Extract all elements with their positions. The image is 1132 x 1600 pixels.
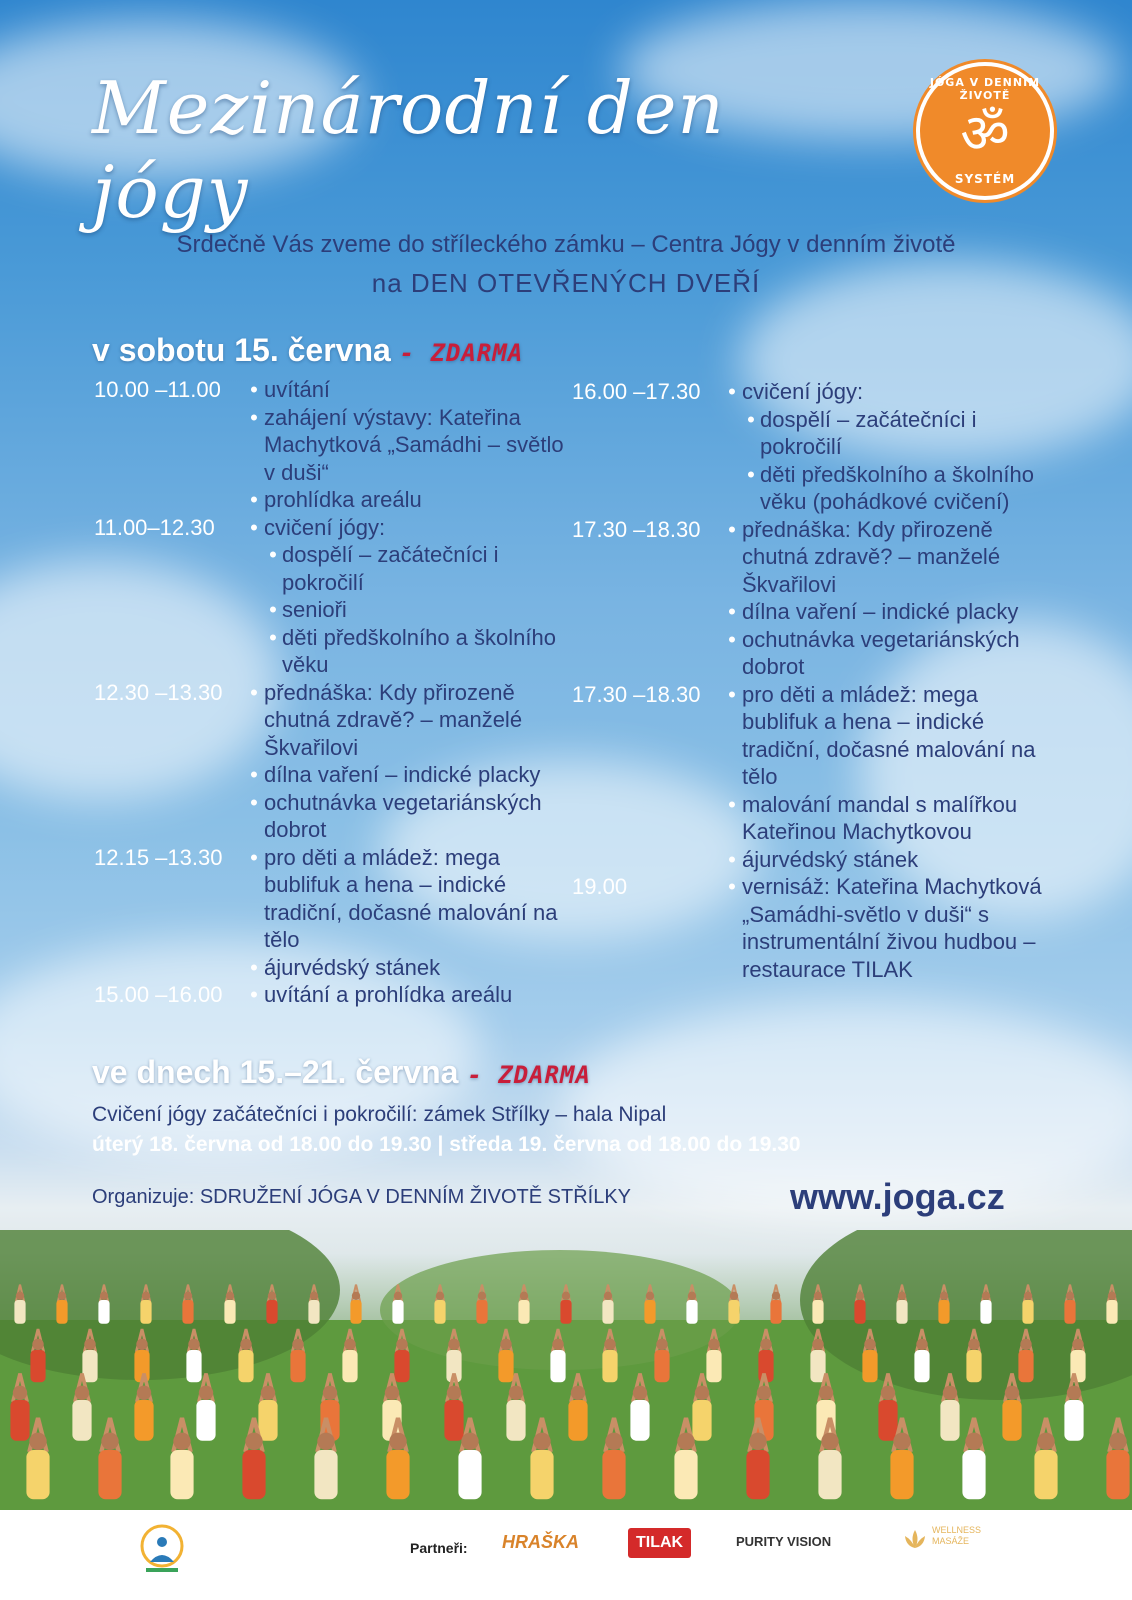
- yoga-figure: [654, 1350, 669, 1382]
- schedule-subrow: [572, 406, 1042, 461]
- yoga-figure-head: [188, 1339, 199, 1350]
- yoga-figure: [444, 1400, 463, 1441]
- sub-activity-text: senioři: [282, 597, 347, 622]
- yoga-figure: [1106, 1300, 1117, 1324]
- bullet-icon: •: [250, 679, 258, 705]
- week-heading: [92, 1054, 591, 1091]
- yoga-figure-head: [84, 1339, 95, 1350]
- yoga-figure: [962, 1450, 985, 1499]
- page-title: Mezinárodní den jógy: [92, 66, 725, 234]
- time-slot: [94, 954, 244, 982]
- yoga-figure-head: [552, 1339, 563, 1350]
- partner-purity-vision: PURITY VISION: [736, 1534, 832, 1549]
- time-slot: [94, 486, 244, 514]
- schedule-subrow: [94, 541, 574, 596]
- yoga-figure-head: [604, 1292, 612, 1300]
- bullet-icon: •: [250, 954, 258, 980]
- yoga-figure-head: [310, 1292, 318, 1300]
- yoga-figure: [134, 1400, 153, 1441]
- yoga-figure-head: [436, 1292, 444, 1300]
- invitation: [0, 226, 1132, 302]
- bullet-spacer: [244, 624, 264, 679]
- yoga-figure-head: [396, 1339, 407, 1350]
- yoga-figure: [896, 1300, 907, 1324]
- yoga-figure-head: [137, 1386, 151, 1400]
- yoga-figure-head: [323, 1386, 337, 1400]
- schedule-row: [572, 516, 1042, 599]
- yoga-figure-head: [708, 1339, 719, 1350]
- yoga-figure-head: [562, 1292, 570, 1300]
- free-note: - ZDARMA: [399, 339, 524, 367]
- saturday-heading: [92, 332, 523, 369]
- bullet-icon: •: [269, 624, 277, 650]
- schedule-row: [94, 486, 574, 514]
- sub-activity-text: dospělí – začátečníci i pokročilí: [760, 406, 977, 459]
- yoga-figure-head: [646, 1292, 654, 1300]
- bullet-icon: •: [269, 542, 277, 567]
- yoga-figure-head: [1005, 1386, 1019, 1400]
- yoga-figure-head: [730, 1292, 738, 1300]
- yoga-figure: [914, 1350, 929, 1382]
- yoga-figure: [14, 1300, 25, 1324]
- activity-text: přednáška: Kdy přirozeně chutná zdravě? – manželé Škvařilovi: [742, 516, 1001, 597]
- yoga-figure: [314, 1450, 337, 1499]
- activity-text: vernisáž: Kateřina Machytková „Samádhi-světlo v duši“ s instrumentální živou hudbou – restaurace TILAK: [742, 874, 1042, 982]
- activity-text: uvítání: [264, 377, 331, 402]
- bullet-icon: •: [250, 762, 258, 787]
- yoga-figure-head: [940, 1292, 948, 1300]
- bullet-icon: •: [250, 404, 258, 430]
- yoga-figure: [394, 1350, 409, 1382]
- yoga-figure: [966, 1350, 981, 1382]
- yoga-crowd-photo: [0, 1230, 1132, 1510]
- yoga-figure: [10, 1400, 29, 1441]
- yoga-figure: [434, 1300, 445, 1324]
- yoga-figure-head: [819, 1386, 833, 1400]
- yoga-figure: [692, 1400, 711, 1441]
- yoga-figure: [72, 1400, 91, 1441]
- bullet-icon: •: [728, 516, 736, 542]
- yoga-figure: [290, 1350, 305, 1382]
- yoga-figure: [182, 1300, 193, 1324]
- yoga-figure-head: [812, 1339, 823, 1350]
- yoga-figure-head: [478, 1292, 486, 1300]
- yoga-figure-head: [142, 1292, 150, 1300]
- yoga-figure-head: [772, 1292, 780, 1300]
- sub-activity: [264, 541, 574, 596]
- yoga-figure-head: [968, 1339, 979, 1350]
- time-spacer: [94, 596, 244, 624]
- yoga-figure: [602, 1450, 625, 1499]
- yoga-figure-head: [1020, 1339, 1031, 1350]
- partner-tilak: TILAK: [628, 1528, 691, 1558]
- time-spacer: [572, 461, 722, 516]
- yoga-figure-head: [240, 1339, 251, 1350]
- yoga-figure: [458, 1450, 481, 1499]
- schedule-row: [94, 376, 574, 404]
- yoga-figure: [1064, 1300, 1075, 1324]
- yoga-figure: [258, 1400, 277, 1441]
- sub-activity: [264, 624, 574, 679]
- yoga-figure-head: [916, 1339, 927, 1350]
- yoga-figure: [728, 1300, 739, 1324]
- week-details: [92, 1100, 801, 1160]
- saturday-heading-text: v sobotu 15. června: [92, 332, 391, 368]
- yoga-figure-head: [447, 1386, 461, 1400]
- bullet-icon: •: [747, 406, 755, 432]
- bullet-icon: •: [728, 599, 736, 624]
- yoga-figure-head: [352, 1292, 360, 1300]
- yoga-figure-head: [292, 1339, 303, 1350]
- bullet-icon: •: [728, 626, 736, 652]
- yoga-figure: [186, 1350, 201, 1382]
- yoga-figure: [498, 1350, 513, 1382]
- yoga-figure-head: [100, 1292, 108, 1300]
- bullet-spacer: [722, 461, 742, 516]
- activity-text: ochutnávka vegetariánských dobrot: [742, 626, 1020, 679]
- time-spacer: [94, 624, 244, 679]
- yoga-figure-head: [1024, 1292, 1032, 1300]
- schedule-row: [572, 626, 1042, 681]
- time-slot: [94, 404, 244, 487]
- time-slot: [572, 598, 722, 626]
- lotus-icon: [900, 1524, 930, 1554]
- activity-text: přednáška: Kdy přirozeně chutná zdravě? – manželé Škvařilovi: [264, 679, 523, 760]
- yoga-figure-head: [245, 1433, 262, 1450]
- yoga-figure-head: [1067, 1386, 1081, 1400]
- sub-activity-text: dospělí – začátečníci i pokročilí: [282, 542, 499, 595]
- activity-text: ájurvédský stánek: [264, 954, 441, 980]
- yoga-figure-head: [1037, 1433, 1054, 1450]
- yoga-figure-head: [58, 1292, 66, 1300]
- activity-text: ochutnávka vegetariánských dobrot: [264, 789, 542, 842]
- bullet-icon: •: [250, 789, 258, 815]
- yoga-figure: [890, 1450, 913, 1499]
- activity-text: zahájení výstavy: Kateřina Machytková „Samádhi – světlo v duši“: [264, 404, 564, 485]
- bullet-icon: •: [728, 874, 736, 899]
- week-line-2: úterý 18. června od 18.00 do 19.30 | středa 19. června od 18.00 do 19.30: [92, 1133, 801, 1156]
- activity-text: cvičení jógy:: [742, 379, 864, 404]
- bullet-spacer: [722, 406, 742, 461]
- yoga-figure: [550, 1350, 565, 1382]
- bullet-icon: •: [728, 681, 736, 707]
- yoga-figure: [1034, 1450, 1057, 1499]
- yoga-figure: [26, 1450, 49, 1499]
- yoga-figure-head: [1109, 1433, 1126, 1450]
- time-slot: 17.30 –18.30: [572, 516, 701, 542]
- schedule-subrow: [94, 624, 574, 679]
- time-spacer: [94, 541, 244, 596]
- bullet-icon: •: [728, 846, 736, 872]
- yoga-figure-head: [385, 1386, 399, 1400]
- organizer-text: Organizuje: SDRUŽENÍ JÓGA V DENNÍM ŽIVOTĚ STŘÍLKY: [92, 1186, 632, 1208]
- yoga-figure: [940, 1400, 959, 1441]
- om-icon: ॐ: [960, 102, 1010, 165]
- schedule-subrow: [572, 461, 1042, 516]
- yoga-figure-head: [893, 1433, 910, 1450]
- yoga-figure-head: [344, 1339, 355, 1350]
- yoga-figure: [980, 1300, 991, 1324]
- yoga-figure: [266, 1300, 277, 1324]
- yoga-figure-head: [943, 1386, 957, 1400]
- yoga-figure: [1002, 1400, 1021, 1441]
- yoga-figure-head: [881, 1386, 895, 1400]
- schedule-row: [572, 846, 1042, 874]
- yoga-figure-head: [677, 1433, 694, 1450]
- logo-ring-top: JÓGA V DENNÍM ŽIVOTĚ: [929, 76, 1041, 102]
- yoga-figure-head: [965, 1433, 982, 1450]
- schedule-row: [94, 761, 574, 789]
- yoga-figure-head: [389, 1433, 406, 1450]
- yoga-figure-head: [604, 1339, 615, 1350]
- yoga-figure-head: [633, 1386, 647, 1400]
- schedule-row: [94, 679, 574, 762]
- yoga-figure-head: [749, 1433, 766, 1450]
- logo-ring-bottom: SYSTÉM: [954, 172, 1016, 186]
- time-slot: 12.30 –13.30: [94, 679, 223, 705]
- yoga-figure: [862, 1350, 877, 1382]
- yoga-figure-head: [520, 1292, 528, 1300]
- yoga-figure: [706, 1350, 721, 1382]
- invitation-line-2: na DEN OTEVŘENÝCH DVEŘÍ: [371, 268, 761, 298]
- yoga-figure-head: [16, 1292, 24, 1300]
- yoga-figure-head: [982, 1292, 990, 1300]
- bullet-icon: •: [269, 597, 277, 622]
- time-slot: 12.15 –13.30: [94, 844, 223, 870]
- sub-activity-text: děti předškolního a školního věku (pohádkové cvičení): [760, 461, 1034, 514]
- yoga-figure-head: [394, 1292, 402, 1300]
- sub-activity-text: děti předškolního a školního věku: [282, 624, 556, 677]
- free-note: - ZDARMA: [467, 1061, 591, 1089]
- yoga-figure-head: [509, 1386, 523, 1400]
- yoga-figure-head: [13, 1386, 27, 1400]
- yoga-figure: [308, 1300, 319, 1324]
- time-slot: [572, 791, 722, 846]
- yoga-figure: [342, 1350, 357, 1382]
- time-slot: [94, 761, 244, 789]
- yoga-figure: [196, 1400, 215, 1441]
- activity-text: malování mandal s malířkou Kateřinou Machytkovou: [742, 791, 1018, 844]
- time-slot: [572, 626, 722, 681]
- yoga-figure-head: [75, 1386, 89, 1400]
- partner-hraska: HRAŠKA: [502, 1532, 580, 1552]
- yoga-figure: [476, 1300, 487, 1324]
- invitation-line-1: Srdečně Vás zveme do stříleckého zámku – Centra Jógy v denním životě: [176, 231, 956, 258]
- time-slot: [572, 846, 722, 874]
- activity-text: cvičení jógy:: [264, 514, 386, 540]
- schedule-row: [94, 981, 574, 1009]
- yoga-figure: [818, 1450, 841, 1499]
- yoga-figure-head: [757, 1386, 771, 1400]
- yoga-figure: [518, 1300, 529, 1324]
- yoga-figure-head: [656, 1339, 667, 1350]
- activity-text: pro děti a mládež: mega bublifuk a hena – indické tradiční, dočasné malování na tělo: [264, 844, 558, 952]
- schedule-right: [572, 378, 1042, 983]
- yoga-figure-head: [571, 1386, 585, 1400]
- yoga-figure: [878, 1400, 897, 1441]
- yoga-figure: [1106, 1450, 1129, 1499]
- bullet-icon: •: [250, 844, 258, 870]
- yoga-figure-head: [688, 1292, 696, 1300]
- yoga-figure: [530, 1450, 553, 1499]
- yoga-figure-head: [898, 1292, 906, 1300]
- website-link[interactable]: www.joga.cz: [790, 1176, 1005, 1217]
- bullet-spacer: [244, 541, 264, 596]
- schedule-row: [572, 598, 1042, 626]
- time-slot: 15.00 –16.00: [94, 982, 223, 1007]
- schedule-row: [94, 404, 574, 487]
- yoga-figure-head: [32, 1339, 43, 1350]
- footer: [0, 1510, 1132, 1600]
- yoga-in-daily-life-logo: [916, 62, 1054, 200]
- yoga-figure-head: [226, 1292, 234, 1300]
- time-slot: 17.30 –18.30: [572, 681, 701, 707]
- yoga-figure: [392, 1300, 403, 1324]
- time-slot: 19.00: [572, 874, 628, 899]
- yoga-figure: [238, 1350, 253, 1382]
- partners-label: Partneři:: [410, 1540, 468, 1556]
- activity-text: pro děti a mládež: mega bublifuk a hena – indické tradiční, dočasné malování na tělo: [742, 681, 1036, 789]
- schedule-row: [572, 681, 1042, 791]
- yoga-figure: [98, 1300, 109, 1324]
- time-slot: 16.00 –17.30: [572, 379, 701, 404]
- yoga-figure: [170, 1450, 193, 1499]
- yoga-figure: [746, 1450, 769, 1499]
- yoga-figure-head: [500, 1339, 511, 1350]
- yoga-figure-head: [101, 1433, 118, 1450]
- activity-text: ájurvédský stánek: [742, 846, 919, 872]
- schedule-row: [572, 873, 1042, 983]
- yoga-figure: [602, 1350, 617, 1382]
- time-slot: [94, 789, 244, 844]
- time-spacer: [572, 406, 722, 461]
- yoga-figure-head: [261, 1386, 275, 1400]
- yoga-figure: [602, 1300, 613, 1324]
- yoga-figure: [674, 1450, 697, 1499]
- yoga-figure: [644, 1300, 655, 1324]
- yoga-figure: [98, 1450, 121, 1499]
- bullet-spacer: [244, 596, 264, 624]
- yoga-figure: [506, 1400, 525, 1441]
- yoga-figure: [350, 1300, 361, 1324]
- yoga-figure: [686, 1300, 697, 1324]
- activity-text: dílna vaření – indické placky: [264, 762, 541, 787]
- bullet-icon: •: [747, 461, 755, 487]
- bullet-icon: •: [250, 487, 258, 512]
- yoga-figure: [386, 1450, 409, 1499]
- yoga-figure: [1022, 1300, 1033, 1324]
- yoga-figure: [630, 1400, 649, 1441]
- bullet-icon: •: [728, 379, 736, 404]
- activity-text: prohlídka areálu: [264, 487, 422, 512]
- yoga-figure-head: [856, 1292, 864, 1300]
- yoga-day-logo-icon: [134, 1522, 190, 1588]
- yoga-figure: [1064, 1400, 1083, 1441]
- schedule-row: [94, 954, 574, 982]
- yoga-figure-head: [605, 1433, 622, 1450]
- time-slot: 10.00 –11.00: [94, 377, 221, 402]
- schedule-left: [94, 376, 574, 1009]
- yoga-figure-head: [1072, 1339, 1083, 1350]
- bullet-icon: •: [250, 982, 258, 1007]
- sub-activity: [264, 596, 574, 624]
- yoga-figure-head: [317, 1433, 334, 1450]
- yoga-figure-head: [173, 1433, 190, 1450]
- time-slot: 11.00–12.30: [94, 514, 215, 540]
- schedule-subrow: [94, 596, 574, 624]
- partner-wellness: WELLNESS MASÁŽE: [932, 1525, 982, 1546]
- yoga-figure-head: [695, 1386, 709, 1400]
- activity-text: dílna vaření – indické placky: [742, 599, 1019, 624]
- yoga-figure: [560, 1300, 571, 1324]
- yoga-figure: [1018, 1350, 1033, 1382]
- yoga-figure-head: [814, 1292, 822, 1300]
- yoga-figure: [30, 1350, 45, 1382]
- bullet-icon: •: [250, 514, 258, 540]
- yoga-figure-head: [821, 1433, 838, 1450]
- yoga-figure: [938, 1300, 949, 1324]
- yoga-figure-head: [29, 1433, 46, 1450]
- schedule-row: [572, 378, 1042, 406]
- yoga-figure-head: [184, 1292, 192, 1300]
- week-line-1: Cvičení jógy začátečníci i pokročilí: zámek Střílky – hala Nipal: [92, 1103, 667, 1126]
- yoga-figure-head: [533, 1433, 550, 1450]
- schedule-row: [94, 789, 574, 844]
- yoga-figure: [812, 1300, 823, 1324]
- yoga-figure: [224, 1300, 235, 1324]
- yoga-figure-head: [199, 1386, 213, 1400]
- yoga-figure: [242, 1450, 265, 1499]
- sub-activity: [742, 461, 1042, 516]
- yoga-figure: [140, 1300, 151, 1324]
- yoga-figure-head: [268, 1292, 276, 1300]
- yoga-figure: [56, 1300, 67, 1324]
- yoga-figure-head: [1108, 1292, 1116, 1300]
- yoga-figure-head: [1066, 1292, 1074, 1300]
- bullet-icon: •: [728, 791, 736, 817]
- sub-activity: [742, 406, 1042, 461]
- activity-text: uvítání a prohlídka areálu: [264, 982, 513, 1007]
- yoga-figure-head: [461, 1433, 478, 1450]
- schedule-row: [572, 791, 1042, 846]
- yoga-figure-head: [448, 1339, 459, 1350]
- yoga-figure-head: [136, 1339, 147, 1350]
- schedule-row: [94, 514, 574, 542]
- yoga-figure-head: [864, 1339, 875, 1350]
- yoga-figure: [568, 1400, 587, 1441]
- schedule-row: [94, 844, 574, 954]
- bullet-icon: •: [250, 377, 258, 402]
- yoga-figure: [770, 1300, 781, 1324]
- yoga-figure-head: [760, 1339, 771, 1350]
- yoga-figure: [854, 1300, 865, 1324]
- week-heading-text: ve dnech 15.–21. června: [92, 1054, 459, 1090]
